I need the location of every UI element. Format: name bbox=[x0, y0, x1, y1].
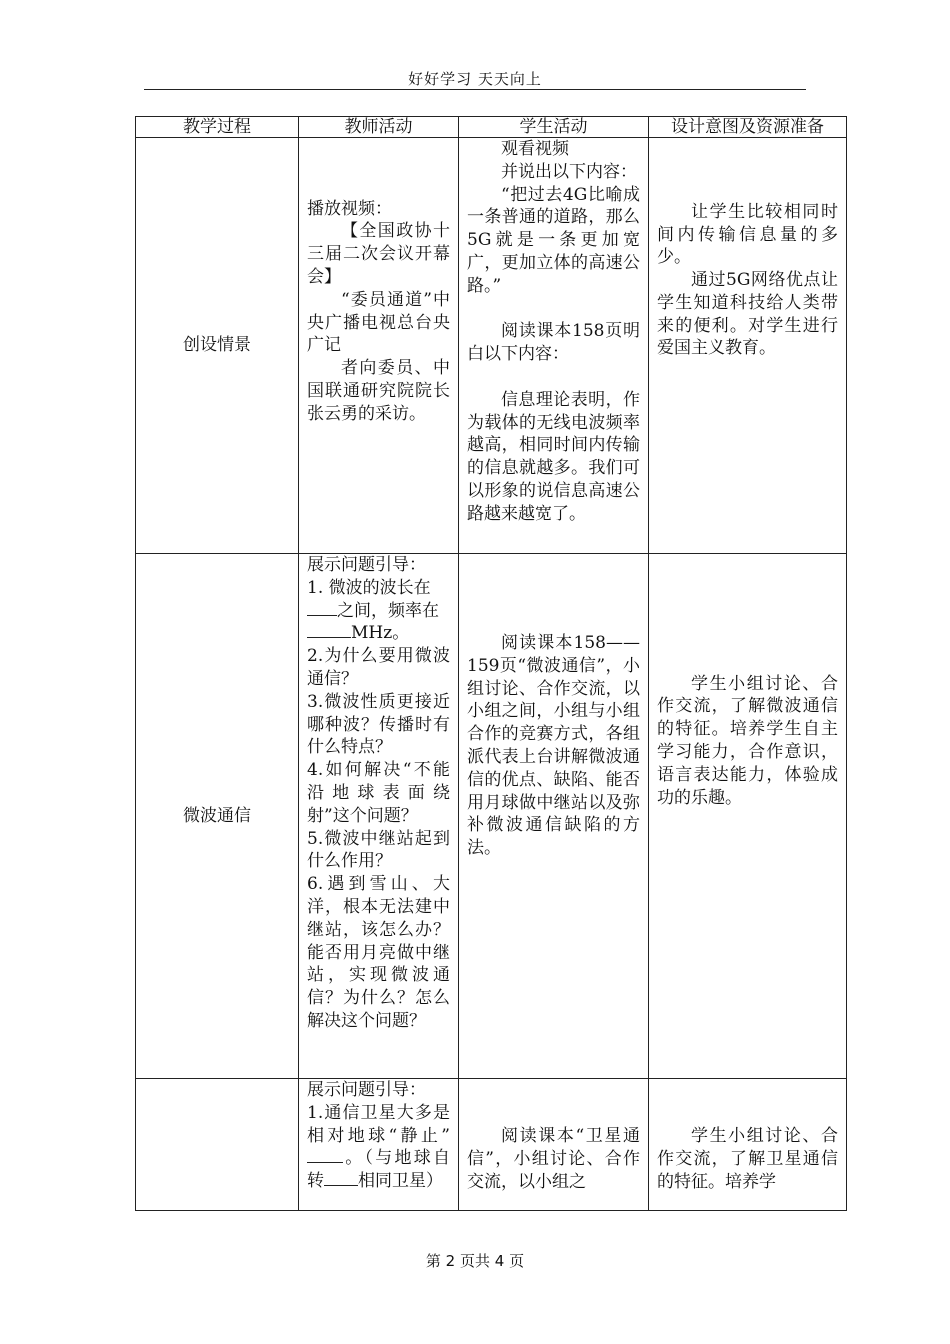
teacher-text bbox=[307, 577, 450, 600]
design-text: 学生小组讨论、合作交流，了解卫星通信的特征。培养学 bbox=[657, 1126, 838, 1192]
teacher-text: 5.微波中继站起到什么作用？ bbox=[307, 828, 450, 872]
teacher-text: 4.如何解决“不能沿地球表面绕射”这个问题？ bbox=[307, 760, 450, 826]
student-text: 观看视频 bbox=[501, 139, 569, 159]
answer-blank bbox=[307, 622, 351, 638]
teacher-activity-cell bbox=[299, 1079, 459, 1211]
satellite-question-end: 相同卫星） bbox=[358, 1171, 443, 1192]
student-text: 信息理论表明，作为载体的无线电波频率越高，相同时间内传输的信息就越多。我们可以形象的说信息高速公路越来越宽了。 bbox=[467, 389, 640, 524]
design-text: 通过5G网络优点让学生知道科技给人类带来的便利。对学生进行爱国主义教育。 bbox=[657, 270, 838, 359]
table-row bbox=[136, 1079, 847, 1211]
teacher-text: 3.微波性质更接近哪种波？传播时有什么特点？ bbox=[307, 691, 450, 758]
student-activity-cell bbox=[459, 554, 649, 1079]
student-text: 阅读课本“卫星通信”，小组讨论、合作交流，以小组之 bbox=[467, 1126, 640, 1192]
satellite-question-text: 1.通信卫星大多是相对地球“静止” bbox=[307, 1102, 450, 1146]
design-text: 学生小组讨论、合作交流，了解微波通信的特征。培养学生自主学习能力，合作意识，语言表达能力，体验成功的乐趣。 bbox=[657, 673, 838, 808]
student-text: 阅读课本158页明白以下内容： bbox=[467, 321, 640, 365]
answer-blank bbox=[324, 1170, 358, 1186]
question-1-unit: MHz。 bbox=[351, 623, 410, 644]
stage-cell bbox=[136, 1079, 299, 1211]
design-cell bbox=[649, 1079, 847, 1211]
teacher-text bbox=[307, 622, 450, 645]
teacher-text: 播放视频： bbox=[307, 198, 392, 219]
page-header: 好好学习 天天向上 bbox=[408, 70, 542, 88]
design-text: 让学生比较相同时间内传输信息量的多少。 bbox=[657, 201, 838, 268]
student-text: “把过去4G比喻成一条普通的道路，那么5G就是一条更加宽广，更加立体的高速公路。” bbox=[467, 184, 640, 296]
stage-label: 微波通信 bbox=[183, 805, 251, 826]
stage-cell bbox=[136, 138, 299, 554]
teacher-text: 6.遇到雪山、大洋，根本无法建中继站，该怎么办？能否用月亮做中继站，实现微波通信？为什么？怎么解决这个问题？ bbox=[307, 874, 450, 1031]
satellite-question-cont: 。（与地球自转 bbox=[307, 1148, 450, 1192]
question-1-text: 1. 微波的波长在 bbox=[307, 577, 431, 598]
student-text: 并说出以下内容： bbox=[501, 161, 637, 182]
design-cell bbox=[649, 554, 847, 1079]
column-header-student: 学生活动 bbox=[459, 117, 649, 138]
header-rule bbox=[144, 89, 806, 90]
table-header-row bbox=[136, 117, 847, 138]
teacher-text: 展示问题引导： bbox=[307, 555, 426, 575]
teacher-text: 展示问题引导： bbox=[307, 1080, 426, 1100]
column-header-design: 设计意图及资源准备 bbox=[649, 117, 847, 138]
teacher-activity-cell bbox=[299, 138, 459, 554]
answer-blank bbox=[307, 1147, 343, 1163]
stage-label: 创设情景 bbox=[183, 335, 251, 356]
teacher-text: 【全国政协十三届二次会议开幕会】 bbox=[307, 221, 450, 287]
student-activity-cell bbox=[459, 1079, 649, 1211]
teacher-text: 2.为什么要用微波通信？ bbox=[307, 646, 450, 689]
teacher-text bbox=[307, 1102, 450, 1193]
column-header-stage: 教学过程 bbox=[136, 117, 299, 138]
table-row bbox=[136, 138, 847, 554]
teacher-text: “委员通道”中央广播电视总台央广记 bbox=[307, 289, 450, 356]
question-1-text-cont: 之间，频率在 bbox=[337, 600, 439, 621]
design-cell bbox=[649, 138, 847, 554]
column-header-teacher: 教师活动 bbox=[299, 117, 459, 138]
teacher-activity-cell bbox=[299, 554, 459, 1079]
page-footer: 第 2 页共 4 页 bbox=[425, 1252, 525, 1270]
teacher-text: 者向委员、中国联通研究院院长张云勇的采访。 bbox=[307, 358, 450, 424]
stage-cell bbox=[136, 554, 299, 1079]
student-activity-cell bbox=[459, 138, 649, 554]
answer-blank bbox=[307, 600, 337, 616]
table-row bbox=[136, 554, 847, 1079]
teacher-text bbox=[307, 600, 450, 623]
lesson-plan-table bbox=[135, 116, 847, 1211]
student-text: 阅读课本158——159页“微波通信”，小组讨论、合作交流，以小组之间，小组与小组合作的竞赛方式，各组派代表上台讲解微波通信的优点、缺陷、能否用月球做中继站以及弥补微波通信缺陷的方法。 bbox=[467, 633, 640, 859]
